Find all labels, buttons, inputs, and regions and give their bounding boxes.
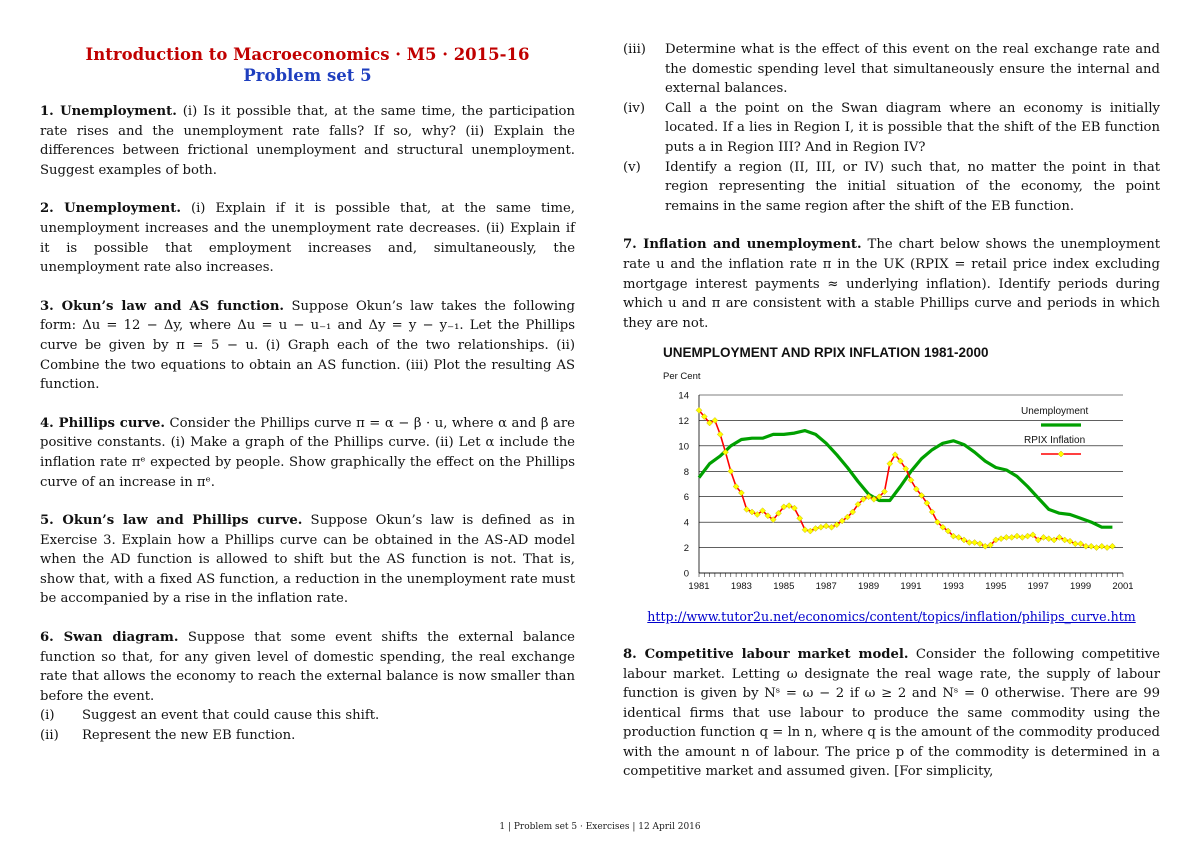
list-item-text: Determine what is the effect of this event on the real exchange rate and the domestic spending level that simultaneously ensure the internal and external balances.: [665, 42, 1160, 97]
x-tick-label: 1993: [942, 581, 964, 593]
question-6-text: Suppose that some event shifts the external balance function so that, for any given level of domestic spending, the real exchange rate that allows the economy to reach the external balance is now smaller than before the event.: [40, 630, 575, 704]
chart-y-axis-label: Per Cent: [663, 371, 701, 383]
list-item-number: (i): [40, 708, 55, 724]
question-1: [40, 102, 575, 180]
question-8-heading: 8. Competitive labour market model.: [623, 646, 909, 662]
list-item-number: (ii): [40, 728, 59, 744]
question-5: [40, 511, 575, 609]
y-tick-label: 4: [683, 517, 689, 529]
question-6-heading: 6. Swan diagram.: [40, 630, 179, 646]
data-point-inflation: [791, 505, 797, 511]
data-point-inflation: [818, 525, 824, 531]
chart-legend: [1021, 406, 1088, 457]
data-point-inflation: [977, 541, 983, 547]
list-item-text: Identify a region (II, III, or IV) such that, no matter the point in that region representing the initial situation of the economy, the point remains in the same region after the shift of the EB function.: [665, 159, 1160, 214]
question-6: [40, 628, 575, 706]
legend-marker-inflation: [1058, 451, 1064, 457]
data-point-inflation: [712, 418, 718, 424]
y-tick-label: 6: [683, 492, 689, 504]
list-item-number: (iv): [623, 100, 645, 116]
x-tick-label: 1987: [815, 581, 837, 593]
data-point-inflation: [823, 523, 829, 529]
data-point-inflation: [1067, 539, 1073, 545]
x-tick-label: 1985: [773, 581, 795, 593]
legend-label-inflation: RPIX Inflation: [1024, 435, 1086, 447]
y-tick-label: 8: [683, 467, 689, 479]
question-6-list: [40, 706, 575, 745]
question-6-list-continued: [623, 40, 1160, 216]
question-4: [40, 414, 575, 492]
question-4-heading: 4. Phillips curve.: [40, 415, 165, 431]
question-3-heading: 3. Okun’s law and AS function.: [40, 298, 285, 314]
list-item-text: Represent the new EB function.: [82, 728, 296, 744]
data-point-inflation: [972, 540, 978, 546]
data-point-inflation: [728, 469, 734, 475]
left-column: [40, 40, 575, 765]
list-item: [40, 706, 575, 726]
y-tick-label: 2: [683, 543, 689, 555]
data-point-inflation: [1056, 535, 1062, 541]
question-7-text: The chart below shows the unemployment rate u and the inflation rate π in the UK (RPIX = retail price index excluding mortgage interest payments ≈ underlying inflation). Identify periods during which u and π are consistent with a stable Phillips curve and periods in which they are not.: [623, 237, 1160, 331]
data-point-inflation: [1025, 533, 1031, 539]
data-point-inflation: [813, 526, 819, 532]
document-subtitle: Problem set 5: [243, 66, 372, 85]
question-7-heading: 7. Inflation and unemployment.: [623, 237, 862, 253]
page-footer: 1 | Problem set 5 · Exercises | 12 April 2016: [499, 822, 701, 832]
document-title: Introduction to Macroeconomics · M5 · 2015-16: [85, 45, 530, 64]
list-item: [623, 158, 1160, 217]
list-item-number: (iii): [623, 42, 646, 57]
data-point-inflation: [829, 525, 835, 531]
data-point-inflation: [717, 432, 723, 438]
data-point-inflation: [797, 516, 803, 522]
data-point-inflation: [1009, 535, 1015, 541]
question-1-heading: 1. Unemployment.: [40, 104, 177, 119]
chart-container: [653, 341, 1133, 601]
data-point-inflation: [1014, 533, 1020, 539]
data-point-inflation: [1088, 544, 1094, 550]
data-point-inflation: [961, 537, 967, 543]
question-8-text: Consider the following competitive labour market. Letting ω designate the real wage rate, the supply of labour function is given by Nˢ = ω − 2 if ω ≥ 2 and Nˢ = 0 otherwise. There are 99 identical firms that use labour to produce the same commodity using the production function q = ln n, where q is the amount of the commodity produced with the amount n of labour. The price p of the commodity is determined in a competitive market and assumed given. [For simplicity,: [623, 646, 1160, 780]
data-point-inflation: [1094, 545, 1100, 551]
right-column: [623, 40, 1160, 801]
question-5-text: Suppose Okun’s law is defined as in Exercise 3. Explain how a Phillips curve can be obtained in the AS-AD model when the AD function is allowed to shift but the AS function is not. That is, show that, with a fixed AS function, a reduction in the unemployment rate must be accompanied by a rise in the inflation rate.: [40, 513, 575, 607]
x-tick-label: 2001: [1112, 581, 1133, 593]
data-point-inflation: [1104, 545, 1110, 551]
question-4-text: Consider the Phillips curve π = α − β · u, where α and β are positive constants. (i) Make a graph of the Phillips curve. (ii) Let α include the inflation rate πᵉ expected by people. Show graphically the effect on the Phillips curve of an increase in πᵉ.: [40, 415, 575, 490]
y-tick-label: 14: [678, 390, 689, 402]
question-1-text: (i) Is it possible that, at the same time, the participation rate rises and the unemployment rate falls? If so, why? (ii) Explain the differences between frictional unemployment and structural unemployment. Suggest examples of both.: [40, 104, 575, 178]
data-point-inflation: [749, 509, 755, 515]
data-point-inflation: [807, 528, 813, 534]
data-point-inflation: [998, 536, 1004, 542]
x-tick-label: 1981: [688, 581, 710, 593]
question-3-text: Suppose Okun’s law takes the following form: Δu = 12 − Δy, where Δu = u − u₋₁ and Δy = y − y₋₁. Let the Phillips curve be given by π = 5 − u. (i) Graph each of the two relationships. (ii) Combine the two equations to obtain an AS function. (iii) Plot the resulting AS function.: [40, 298, 575, 393]
question-7: [623, 235, 1160, 333]
data-point-inflation: [956, 535, 962, 541]
data-point-inflation: [744, 507, 750, 513]
x-tick-label: 1997: [1027, 581, 1049, 593]
question-2-text: (i) Explain if it is possible that, at the same time, unemployment increases and the unemployment rate decreases. (ii) Explain if it is possible that employment increases and, simultaneously, the unemployment rate also increases.: [40, 201, 575, 276]
data-point-inflation: [1099, 544, 1105, 550]
data-point-inflation: [1019, 535, 1025, 541]
data-point-inflation: [1078, 541, 1084, 547]
y-tick-label: 0: [683, 568, 689, 580]
data-point-inflation: [1046, 536, 1052, 542]
chart-title: UNEMPLOYMENT AND RPIX INFLATION 1981-2000: [663, 345, 989, 361]
question-3: [40, 297, 575, 395]
x-tick-label: 1989: [858, 581, 880, 593]
data-point-inflation: [1051, 537, 1057, 543]
legend-label-unemployment: Unemployment: [1021, 406, 1089, 418]
question-2: [40, 199, 575, 277]
data-point-inflation: [982, 544, 988, 550]
y-tick-label: 12: [678, 416, 689, 428]
source-link[interactable]: http://www.tutor2u.net/economics/content/topics/inflation/philips_curve.htm: [647, 609, 1136, 625]
list-item: [623, 40, 1160, 99]
data-point-inflation: [802, 527, 808, 533]
x-tick-label: 1983: [730, 581, 752, 593]
list-item-number: (v): [623, 159, 641, 175]
data-point-inflation: [1109, 544, 1115, 550]
data-point-inflation: [786, 503, 792, 509]
data-point-inflation: [1062, 537, 1068, 543]
question-2-heading: 2. Unemployment.: [40, 201, 181, 217]
x-tick-label: 1999: [1070, 581, 1092, 593]
data-point-inflation: [1041, 535, 1047, 541]
list-item: [40, 726, 575, 746]
x-tick-label: 1991: [900, 581, 922, 593]
question-5-heading: 5. Okun’s law and Phillips curve.: [40, 513, 303, 529]
chart-plot-area: [678, 391, 1133, 593]
x-tick-label: 1995: [985, 581, 1007, 593]
list-item: [623, 99, 1160, 158]
unemployment-inflation-chart: [653, 341, 1133, 601]
list-item-text: Suggest an event that could cause this shift.: [82, 708, 380, 724]
y-tick-label: 10: [678, 441, 689, 453]
question-8: [623, 645, 1160, 782]
list-item-text: Call a the point on the Swan diagram where an economy is initially located. If a lies in Region I, it is possible that the shift of the EB function puts a in Region III? And in Region IV?: [665, 100, 1160, 155]
